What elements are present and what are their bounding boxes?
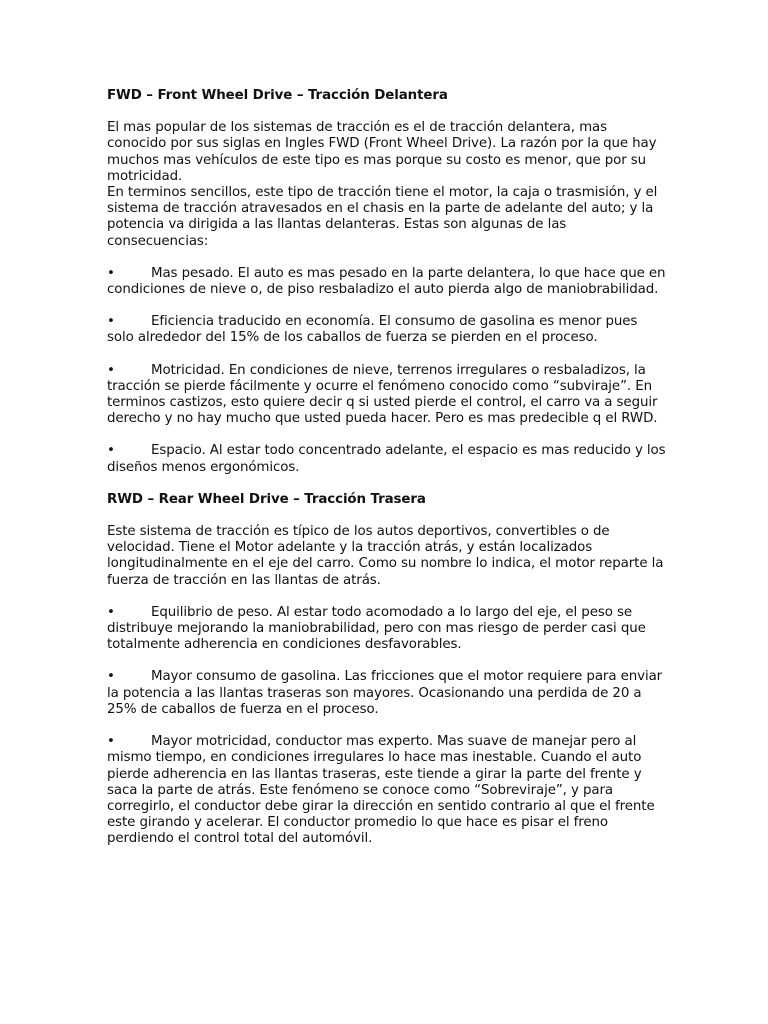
document-page — [107, 88, 667, 864]
bullet-icon: • — [107, 362, 115, 378]
bullet-icon: • — [107, 314, 115, 330]
bullet-text: Equilibrio de peso. Al estar todo acomodado a lo largo del eje, el peso se distribuye mejorando la maniobrabilidad, pero con mas riesgo de perder casi que totalmente adherencia en condiciones desfavorables. — [107, 604, 646, 653]
list-item — [107, 734, 667, 847]
paragraph-rwd-intro: Este sistema de tracción es típico de los autos deportivos, convertibles o de velocidad. Tiene el Motor adelante y la tracción atrás, y están localizados longitudinalmente en el eje del carro. Como su nombre lo indica, el motor reparte la fuerza de tracción en las llantas de atrás. — [107, 524, 664, 588]
bullet-icon: • — [107, 734, 115, 750]
bullet-text: Mayor motricidad, conductor mas experto. Mas suave de manejar pero al mismo tiempo, en condiciones irregulares lo hace mas inestable. Cuando el auto pierde adherencia en las llantas traseras, este tiende a girar la parte del frente y saca la parte de atrás. Este fenómeno se conoce como “Sobreviraje”, y para corregirlo, el conductor debe girar la dirección en sentido contrario al que el frente este girando y acelerar. El conductor promedio lo que hace es pisar el freno perdiendo el control total del automóvil. — [107, 734, 655, 847]
list-item — [107, 443, 667, 475]
bullet-icon: • — [107, 443, 115, 459]
paragraph-fwd-intro-2: En terminos sencillos, este tipo de tracción tiene el motor, la caja o trasmisión, y el sistema de tracción atravesados en el chasis en la parte de adelante del auto; y la potencia va dirigida a las llantas delanteras. Estas son algunas de las consecuencias: — [107, 185, 658, 249]
bullet-text: Eficiencia traducido en economía. El consumo de gasolina es menor pues solo alrededor del 15% de los caballos de fuerza se pierden en el proceso. — [107, 314, 638, 346]
bullet-icon: • — [107, 669, 115, 685]
list-item — [107, 605, 667, 654]
paragraph-fwd-intro-1: El mas popular de los sistemas de tracción es el de tracción delantera, mas conocido por sus siglas en Ingles FWD (Front Wheel Drive). La razón por la que hay muchos mas vehículos de este tipo es mas porque su costo es menor, que por su motricidad. — [107, 120, 657, 184]
section-heading-rwd: RWD – Rear Wheel Drive – Tracción Trasera — [107, 491, 426, 507]
list-item — [107, 314, 667, 346]
list-item — [107, 363, 667, 428]
list-item — [107, 266, 667, 298]
bullet-text: Mas pesado. El auto es mas pesado en la parte delantera, lo que hace que en condiciones de nieve o, de piso resbaladizo el auto pierda algo de maniobrabilidad. — [107, 265, 666, 298]
bullet-icon: • — [107, 604, 115, 620]
list-item — [107, 669, 667, 718]
bullet-icon: • — [107, 265, 115, 281]
bullet-text: Mayor consumo de gasolina. Las fricciones que el motor requiere para enviar la potencia a las llantas traseras son mayores. Ocasionando una perdida de 20 a 25% de caballos de fuerza en el proceso. — [107, 669, 663, 717]
bullet-text: Motricidad. En condiciones de nieve, terrenos irregulares o resbaladizos, la tracción se pierde fácilmente y ocurre el fenómeno conocido como “subviraje”. En terminos castizos, esto quiere decir q si usted pierde el control, el carro va a seguir derecho y no hay mucho que usted pueda hacer. Pero es mas predecible q el RWD. — [107, 362, 658, 427]
bullet-text: Espacio. Al estar todo concentrado adelante, el espacio es mas reducido y los diseños menos ergonómicos. — [107, 443, 666, 475]
section-heading-fwd: FWD – Front Wheel Drive – Tracción Delantera — [107, 88, 448, 103]
